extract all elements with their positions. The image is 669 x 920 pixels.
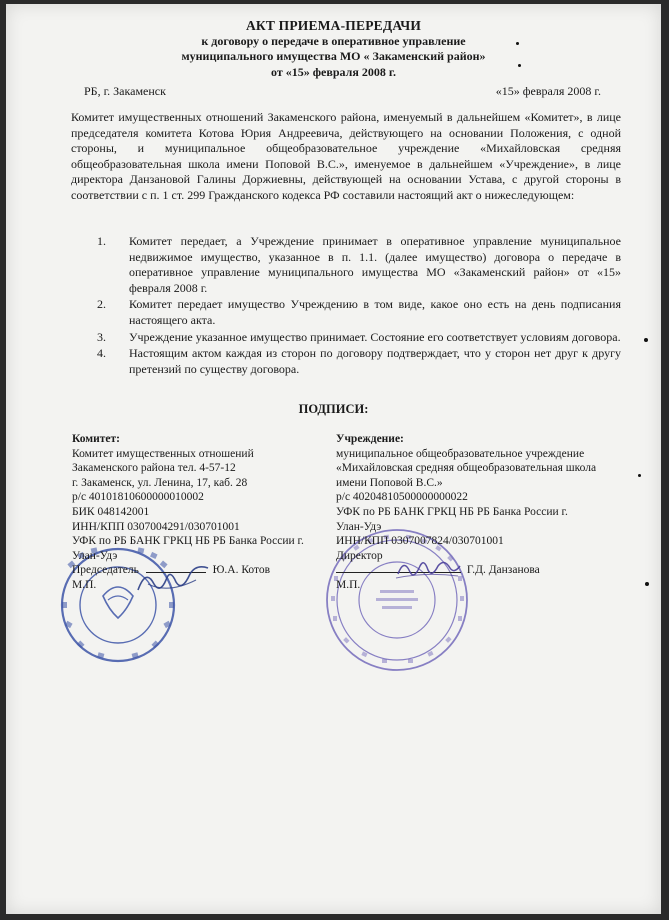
committee-line: Закаменского района тел. 4-57-12 [72, 462, 236, 475]
institution-heading: Учреждение: [336, 433, 404, 445]
committee-line: Комитет имущественных отношений [72, 447, 254, 460]
list-item-text: Комитет передает, а Учреждение принимает в оперативное управление муниципальное недвижимое имущество, указанное в п. 1.1. (далее имущество) договора о передаче в оперативное управление муниципального имущества МО «Закаменский район» от «15» февраля 2008 г. [129, 234, 621, 295]
document-title: АКТ ПРИЕМА-ПЕРЕДАЧИ [245, 18, 422, 33]
list-item [71, 330, 621, 346]
institution-line: Улан-Удэ [336, 520, 382, 533]
intro-paragraph [71, 110, 621, 204]
committee-line: г. Закаменск, ул. Ленина, 17, каб. 28 [72, 476, 248, 489]
institution-signer-name: Г.Д. Данзанова [466, 564, 540, 577]
place-date-line [84, 84, 601, 99]
document-page [6, 4, 661, 914]
institution-line: «Михайловская средняя общеобразовательная школа [336, 462, 597, 475]
numbered-list [71, 234, 621, 378]
institution-line: ИНН/КПП 0307007824/030701001 [336, 535, 504, 548]
signatures-title: ПОДПИСИ: [298, 402, 369, 416]
document-header [6, 18, 661, 80]
committee-seal-label: М.П. [72, 578, 97, 591]
margin-mark [644, 338, 648, 342]
list-item-text: Комитет передает имущество Учреждению в том виде, какое оно есть на день подписания настоящего акта. [129, 297, 621, 327]
committee-signer-role: Председатель [72, 564, 139, 577]
list-item-text: Учреждение указанное имущество принимает. Состояние его соответствует условиям договора. [129, 329, 621, 344]
place: РБ, г. Закаменск [84, 84, 166, 98]
committee-signature-icon [134, 564, 214, 598]
list-item-number: 1. [97, 234, 106, 248]
list-item [71, 234, 621, 296]
margin-mark [645, 582, 649, 586]
committee-line: Улан-Удэ [72, 549, 118, 562]
list-item [71, 346, 621, 377]
institution-line: имени Поповой В.С.» [336, 476, 443, 489]
institution-signer-role: Директор [336, 549, 383, 562]
margin-mark [518, 64, 521, 67]
title-line-4: от «15» февраля 2008 г. [271, 64, 396, 79]
list-item-number: 4. [97, 346, 106, 361]
list-item [71, 297, 621, 328]
list-item-number: 3. [97, 329, 106, 344]
list-item-text: Настоящим актом каждая из сторон по договору подтверждает, что у сторон нет друг к другу претензий по существу договора. [129, 346, 621, 376]
title-line-3: муниципального имущества МО « Закаменский район» [181, 49, 486, 63]
title-line-2: к договору о передаче в оперативное управление [201, 33, 466, 48]
margin-mark [516, 42, 519, 45]
committee-heading: Комитет: [72, 433, 120, 445]
committee-signer-name: Ю.А. Котов [212, 564, 271, 577]
committee-line: БИК 048142001 [72, 505, 150, 518]
institution-seal-label: М.П. [336, 578, 361, 591]
institution-block [336, 432, 636, 593]
committee-line: ИНН/КПП 0307004291/030701001 [72, 520, 240, 533]
institution-signer-line [336, 563, 636, 578]
committee-line: УФК по РБ БАНК ГРКЦ НБ РБ Банка России г. [72, 535, 304, 548]
institution-line: муниципальное общеобразовательное учреждение [336, 447, 585, 460]
list-item-number: 2. [97, 297, 106, 312]
margin-mark [638, 474, 641, 477]
director-signature-icon [394, 556, 464, 582]
intro-text: Комитет имущественных отношений Закаменского района, именуемый в дальнейшем «Комитет», в лице председателя комитета Котова Юрия Андреевича, действующего на основании Положения, с одной стороны, и муниципальное общеобразовательное учреждение «Михайловская средняя общеобразовательная школа имени Поповой В.С.», именуемое в дальнейшем «Учреждение», в лице директора Данзановой Галины Доржиевны, действующей на основании Устава, с другой стороны в соответствии с п. 1 ст. 299 Гражданского кодекса РФ составили настоящий акт о нижеследующем: [71, 110, 621, 202]
institution-line: УФК по РБ БАНК ГРКЦ НБ РБ Банка России г. [336, 505, 568, 518]
date: «15» февраля 2008 г. [495, 84, 601, 98]
committee-line: р/с 40101810600000010002 [72, 491, 204, 504]
institution-line: р/с 40204810500000000022 [336, 491, 468, 504]
